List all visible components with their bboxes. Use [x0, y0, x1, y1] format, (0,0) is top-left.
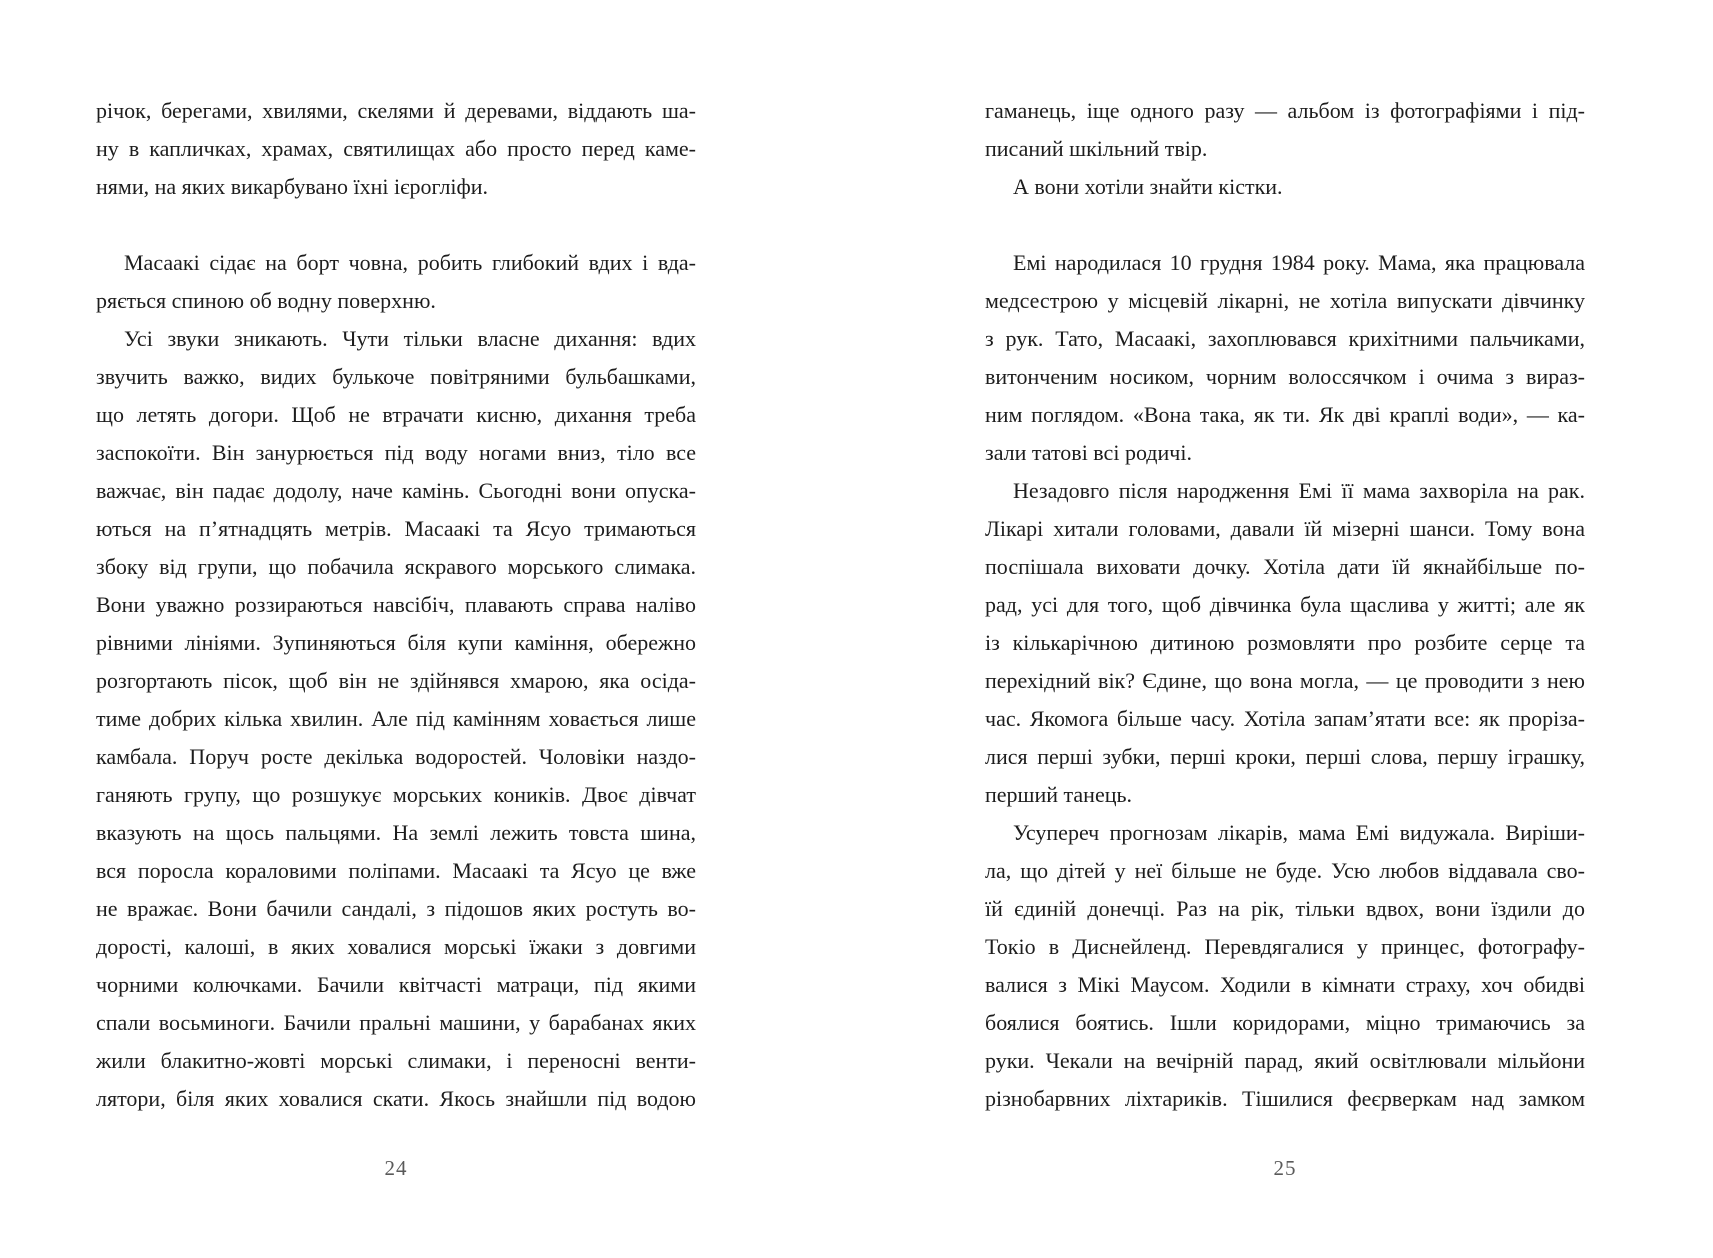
text-line: писаний шкільний твір. [985, 136, 1208, 161]
text-line: річок, берегами, хвилями, скелями й деревами, віддають ша- [96, 98, 696, 123]
text-line: перехідний вік? Єдине, що вона могла, — це проводити з нею [985, 668, 1585, 693]
text-line: Усупереч прогнозам лікарів, мама Емі видужала. Виріши- [1013, 820, 1585, 845]
text-line: вся поросла кораловими поліпами. Масаакі та Ясуо це вже [96, 858, 696, 883]
text-line: ються на п’ятнадцять метрів. Масаакі та Ясуо тримаються [96, 516, 696, 541]
text-line: зали татові всі родичі. [985, 440, 1192, 465]
text-line: нями, на яких викарбувано їхні ієрогліфи. [96, 174, 489, 199]
right-page [985, 0, 1585, 1258]
text-line: медсестрою у місцевій лікарні, не хотіла випускати дівчинку [985, 288, 1585, 313]
text-line: лися перші зубки, перші кроки, перші слова, першу іграшку, [985, 744, 1585, 769]
text-line: гаманець, іще одного разу — альбом із фотографіями і під- [985, 98, 1585, 123]
text-line: час. Якомога більше часу. Хотіла запам’ятати все: як проріза- [985, 706, 1585, 731]
text-line: не вражає. Вони бачили сандалі, з підошов яких ростуть во- [96, 896, 696, 921]
text-line: їй єдиній донечці. Раз на рік, тільки вдвох, вони їздили до [985, 896, 1585, 921]
text-line: звучить важко, видих булькоче повітряними бульбашками, [96, 364, 696, 389]
text-line: Токіо в Диснейленд. Перевдягалися у принцес, фотографу- [985, 934, 1585, 959]
text-line: ряється спиною об водну поверхню. [96, 288, 436, 313]
text-line: ганяють групу, що розшукує морських коників. Двоє дівчат [96, 782, 696, 807]
text-line: перший танець. [985, 782, 1133, 807]
text-line: Лікарі хитали головами, давали їй мізерні шанси. Тому вона [985, 516, 1585, 541]
text-line: чорними колючками. Бачили квітчасті матраци, під якими [96, 972, 696, 997]
page-number-left: 24 [384, 1156, 408, 1180]
text-line: ла, що дітей у неї більше не буде. Усю любов віддавала сво- [985, 858, 1585, 883]
text-line: що летять догори. Щоб не втрачати кисню, дихання треба [96, 402, 696, 427]
text-line: Емі народилася 10 грудня 1984 року. Мама, яка працювала [1013, 250, 1585, 275]
text-line: ним поглядом. «Вона така, як ти. Як дві краплі води», — ка- [985, 402, 1585, 427]
text-line: руки. Чекали на вечірній парад, який освітлювали мільйони [985, 1048, 1585, 1073]
text-line: дорості, калоші, в яких ховалися морські їжаки з довгими [96, 934, 696, 959]
text-line: Незадовго після народження Емі її мама захворіла на рак. [1013, 478, 1585, 503]
text-line: жили блакитно-жовті морські слимаки, і переносні венти- [96, 1048, 696, 1073]
text-line: спали восьминоги. Бачили пральні машини, у барабанах яких [96, 1010, 696, 1035]
text-line: Усі звуки зникають. Чути тільки власне дихання: вдих [124, 326, 696, 351]
text-line: з рук. Тато, Масаакі, захоплювався крихітними пальчиками, [985, 326, 1585, 351]
text-line: Масаакі сідає на борт човна, робить глибокий вдих і вда- [124, 250, 696, 275]
text-line: боялися боятись. Ішли коридорами, міцно тримаючись за [985, 1010, 1585, 1035]
text-line: лятори, біля яких ховалися скати. Якось знайшли під водою [96, 1086, 696, 1111]
text-line: витонченим носиком, чорним волоссячком і очима з вираз- [985, 364, 1585, 389]
text-line: поспішала виховати дочку. Хотіла дати їй якнайбільше по- [985, 554, 1585, 579]
text-line: важчає, він падає додолу, наче камінь. Сьогодні вони опуска- [96, 478, 696, 503]
text-line: збоку від групи, що побачила яскравого морського слимака. [96, 554, 696, 579]
text-line: рівними лініями. Зупиняються біля купи каміння, обережно [96, 630, 696, 655]
text-block [96, 92, 696, 1118]
text-line: розгортають пісок, щоб він не здійнявся хмарою, яка осіда- [96, 668, 696, 693]
left-page [96, 0, 696, 1258]
text-line: вказують на щось пальцями. На землі лежить товста шина, [96, 820, 696, 845]
text-line: Вони уважно роззираються навсібіч, плавають справа наліво [96, 592, 696, 617]
text-line: заспокоїти. Він занурюється під воду ногами вниз, тіло все [96, 440, 696, 465]
text-line: із кількарічною дитиною розмовляти про розбите серце та [985, 630, 1585, 655]
text-line: тиме добрих кілька хвилин. Але під камінням ховається лише [96, 706, 696, 731]
text-line: валися з Мікі Маусом. Ходили в кімнати страху, хоч обидві [985, 972, 1585, 997]
text-block [985, 92, 1585, 1118]
text-line: ну в капличках, храмах, святилищах або просто перед каме- [96, 136, 696, 161]
text-line: різнобарвних ліхтариків. Тішилися феєрверкам над замком [985, 1086, 1585, 1111]
page-number-right: 25 [1273, 1156, 1297, 1180]
text-line: рад, усі для того, щоб дівчинка була щаслива у житті; але як [985, 592, 1585, 617]
text-line: камбала. Поруч росте декілька водоростей. Чоловіки наздо- [96, 744, 696, 769]
text-line: А вони хотіли знайти кістки. [1013, 174, 1283, 199]
